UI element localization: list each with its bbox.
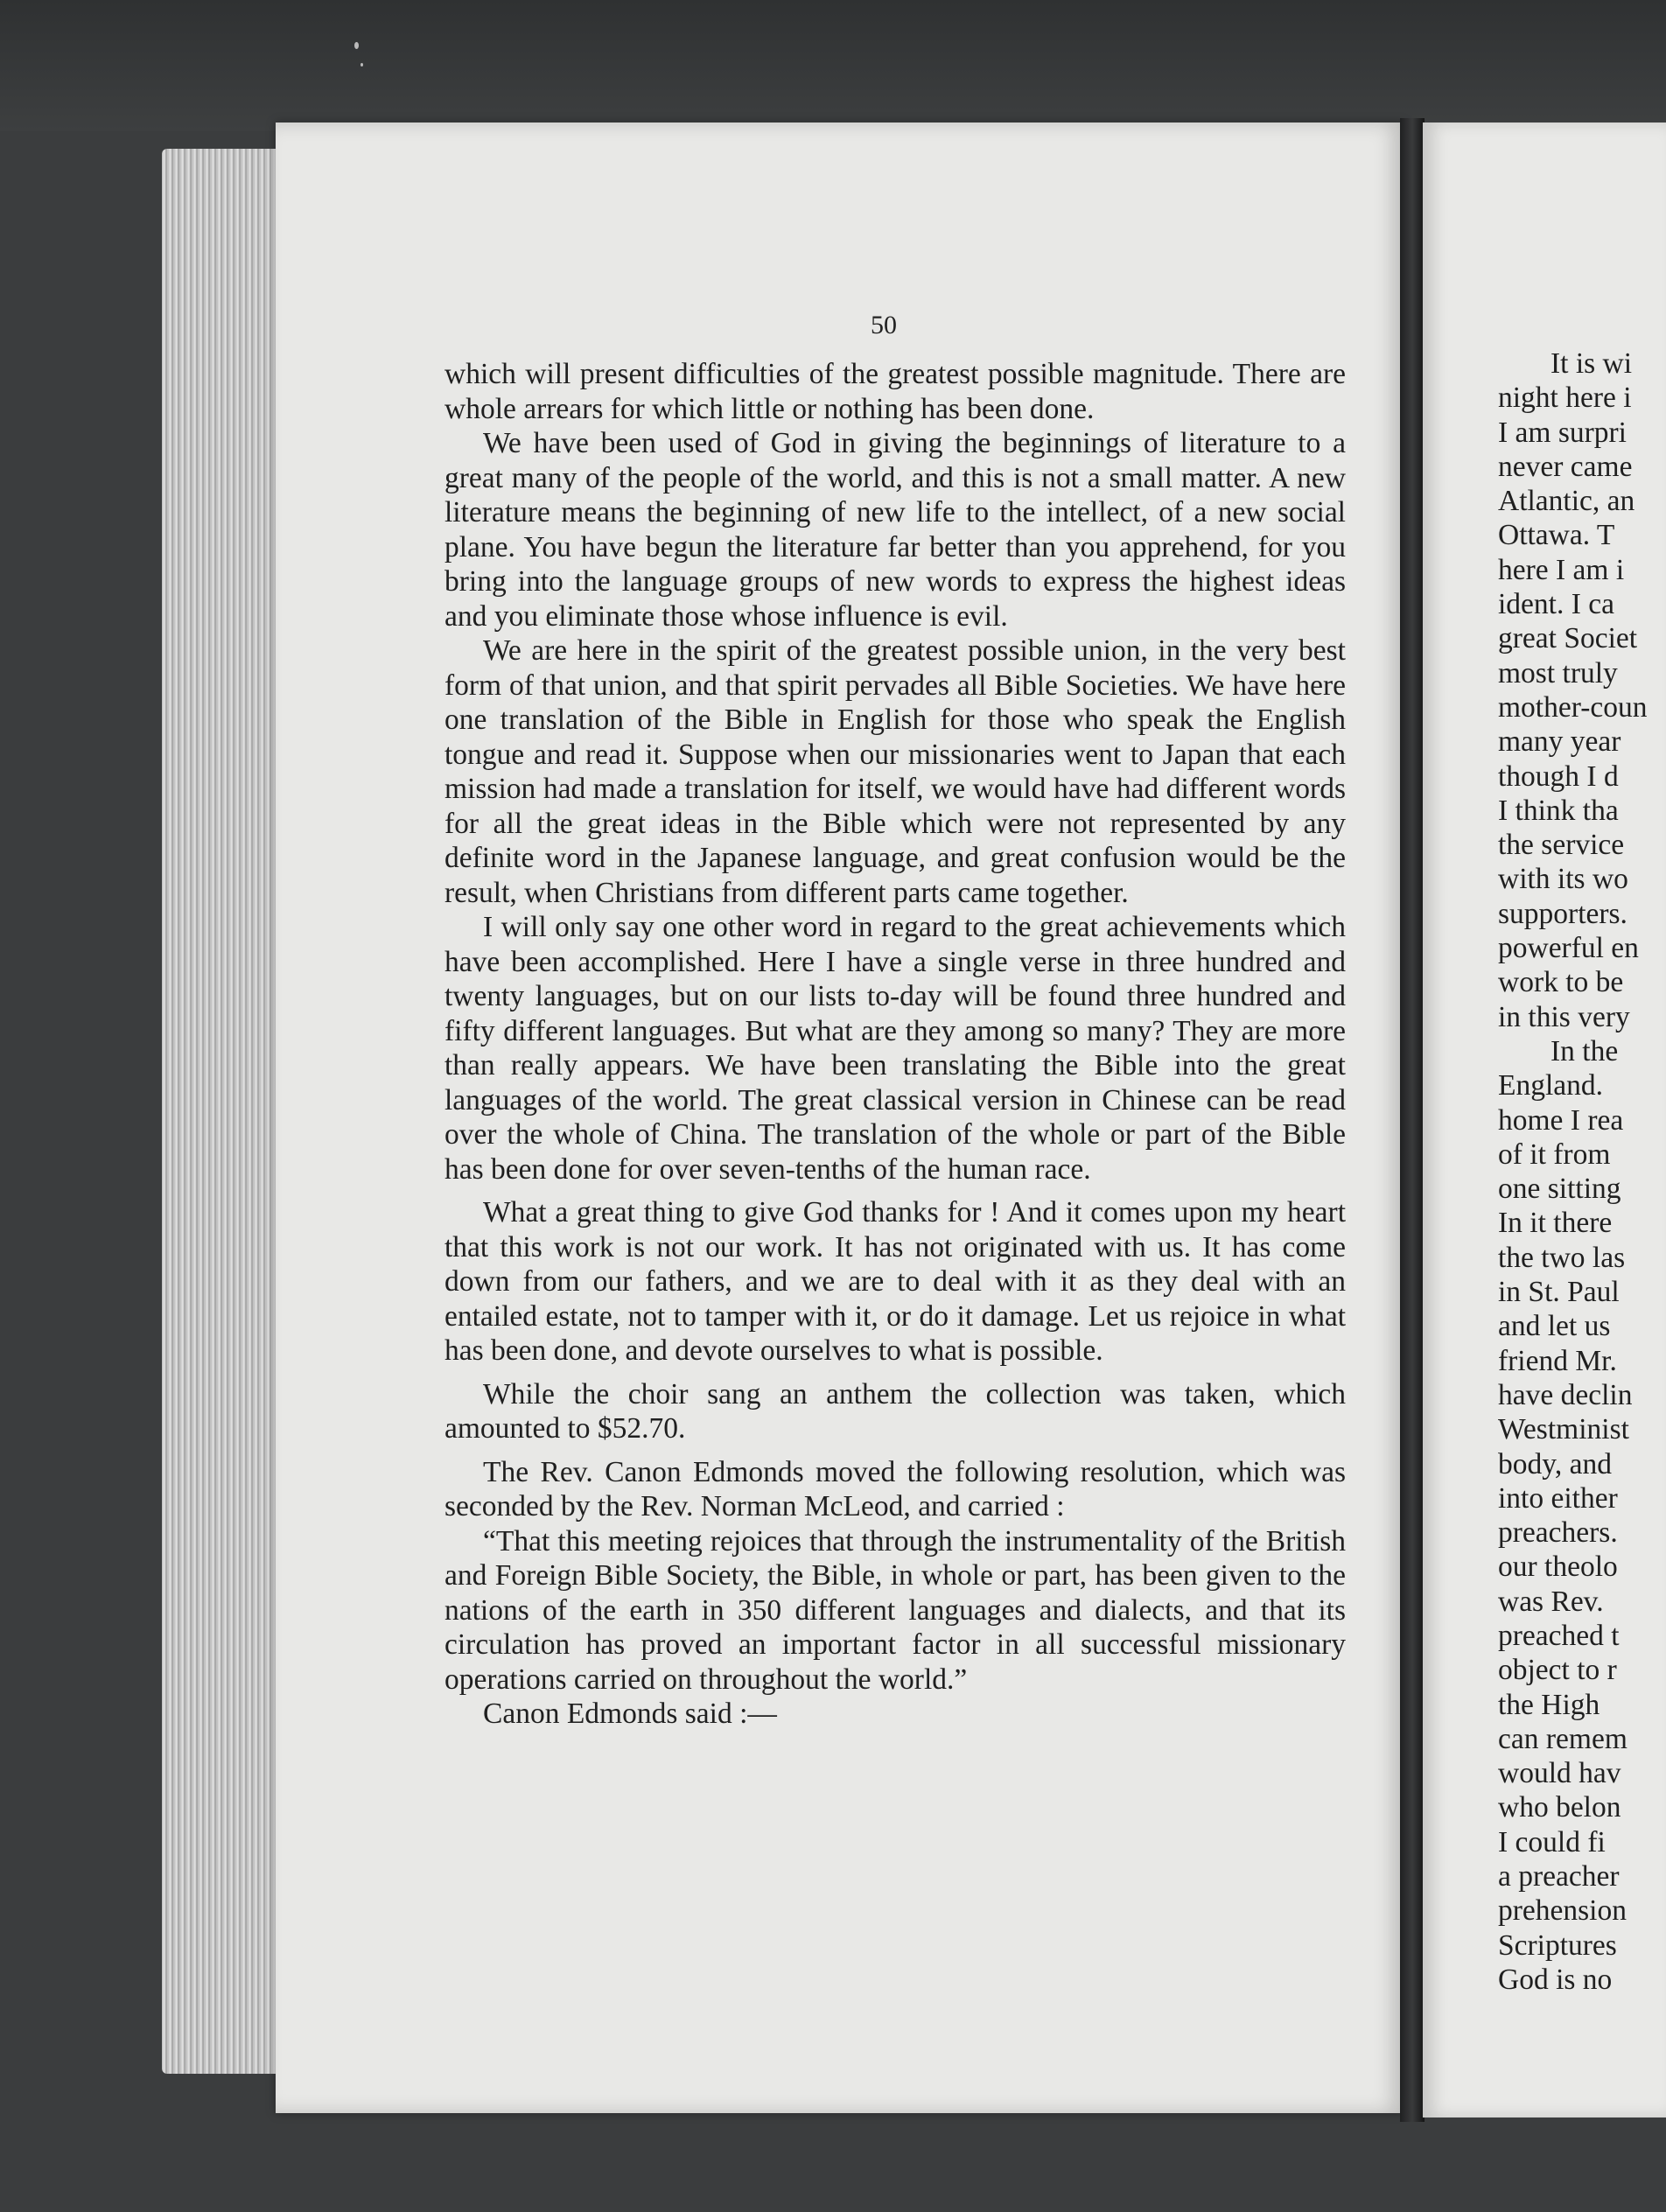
text-line: many year <box>1498 725 1621 759</box>
dust-speck <box>354 42 359 49</box>
text-line: object to r <box>1498 1654 1617 1687</box>
text-line: God is no <box>1498 1963 1613 1996</box>
text-line: mother-coun <box>1498 690 1648 724</box>
text-line: with its wo <box>1498 863 1628 896</box>
paragraph: The Rev. Canon Edmonds moved the following resolution, which was seconded by the Rev. Norman McLeod, and carried : <box>444 1455 1346 1522</box>
text-line: in this very <box>1498 1000 1630 1033</box>
text-line: one sitting <box>1498 1172 1621 1206</box>
book-page-edges <box>162 149 284 2074</box>
text-line: It is wi <box>1550 347 1633 380</box>
text-line: the service <box>1498 829 1625 862</box>
text-line: and let us <box>1498 1310 1611 1343</box>
text-line: ident. I ca <box>1498 588 1615 621</box>
text-line: most truly <box>1498 656 1618 690</box>
left-page-text <box>444 357 1346 1732</box>
right-page-text <box>1498 346 1666 1997</box>
text-line: who belon <box>1498 1791 1621 1824</box>
text-line: body, and <box>1498 1447 1612 1480</box>
paragraph: We have been used of God in giving the beginnings of literature to a great many of the people of the world, and this is not a small matter. A new literature means the beginning of new life to the intellect, of a new social plane. You have begun the literature far better than you apprehend, for you bring into the language groups of new words to express the highest ideas and you eliminate those whose influence is evil. <box>444 427 1346 633</box>
text-line: never came <box>1498 450 1633 483</box>
text-line: have declin <box>1498 1378 1633 1411</box>
text-line: our theolo <box>1498 1550 1618 1584</box>
text-line: In it there <box>1498 1207 1613 1240</box>
text-line: was Rev. <box>1498 1585 1604 1618</box>
page-number: 50 <box>871 311 897 340</box>
text-line: Scriptures <box>1498 1928 1617 1962</box>
paragraph: Canon Edmonds said :— <box>483 1698 777 1730</box>
paragraph: While the choir sang an anthem the collection was taken, which amounted to $52.70. <box>444 1377 1346 1445</box>
paragraph: What a great thing to give God thanks for ! And it comes upon my heart that this work is not our work. It has not originated with us. It has come down from our fathers, and we are to deal with it as they deal with an entailed estate, not to tamper with it, or do it damage. Let us rejoice in what has been done, and devote ourselves to what is possible. <box>444 1196 1346 1367</box>
dust-speck <box>360 63 363 66</box>
text-line: I think tha <box>1498 794 1619 827</box>
text-line: preached t <box>1498 1619 1620 1652</box>
text-line: night here i <box>1498 382 1632 415</box>
paragraph: We are here in the spirit of the greatest possible union, in the very best form of that union, and that spirit pervades all Bible Societies. We have here one translation of the Bible in English for those who speak the English tongue and read it. Suppose when our missionaries went to Japan that each mission had made a translation for itself, we would have had different words for all the great ideas in the Bible which were not represented by any definite word in the Japanese language, and great confusion would be the result, when Christians from different parts came together. <box>444 634 1346 909</box>
text-line: I am surpri <box>1498 416 1627 449</box>
text-line: In the <box>1550 1034 1619 1068</box>
text-line: can remem <box>1498 1722 1628 1755</box>
text-line: would hav <box>1498 1757 1621 1790</box>
text-line: Westminist <box>1498 1413 1629 1446</box>
text-line: prehension <box>1498 1894 1627 1928</box>
book-gutter <box>1400 118 1424 2122</box>
text-line: Atlantic, an <box>1498 485 1635 518</box>
text-line: England. <box>1498 1069 1604 1102</box>
background <box>0 0 1666 131</box>
text-line: work to be <box>1498 966 1624 999</box>
text-line: though I d <box>1498 760 1619 793</box>
text-line: Ottawa. T <box>1498 519 1615 552</box>
paragraph: I will only say one other word in regard to the great achievements which have been accomplished. Here I have a single verse in three hundred and twenty languages, but on our lists to-day will be found three hundred and fifty different languages. But what are they among so many? They are more than really appears. We have been translating the Bible into the great languages of the world. The great classical version in Chinese can be read over the whole of China. The translation of the whole or part of the Bible has been done for over seven-tenths of the human race. <box>444 911 1346 1186</box>
text-line: home I rea <box>1498 1103 1624 1137</box>
text-line: into either <box>1498 1481 1618 1515</box>
text-line: powerful en <box>1498 932 1639 965</box>
text-line: preachers. <box>1498 1516 1618 1550</box>
paragraph: which will present difficulties of the greatest possible magnitude. There are whole arrears for which little or nothing has been done. <box>444 358 1346 425</box>
text-line: a preacher <box>1498 1860 1620 1894</box>
text-line: here I am i <box>1498 553 1625 586</box>
text-line: I could fi <box>1498 1825 1606 1858</box>
text-line: the High <box>1498 1688 1600 1721</box>
paragraph: “That this meeting rejoices that through the instrumentality of the British and Foreign Bible Society, the Bible, in whole or part, has been given to the nations of the earth in 350 different languages and dialects, and that its circulation has proved an important factor in all successful missionary operations carried on throughout the world.” <box>444 1524 1346 1696</box>
text-line: supporters. <box>1498 897 1628 930</box>
text-line: great Societ <box>1498 622 1638 655</box>
text-line: friend Mr. <box>1498 1344 1617 1377</box>
text-line: of it from <box>1498 1138 1611 1171</box>
text-line: the two las <box>1498 1241 1626 1274</box>
text-line: in St. Paul <box>1498 1276 1620 1309</box>
